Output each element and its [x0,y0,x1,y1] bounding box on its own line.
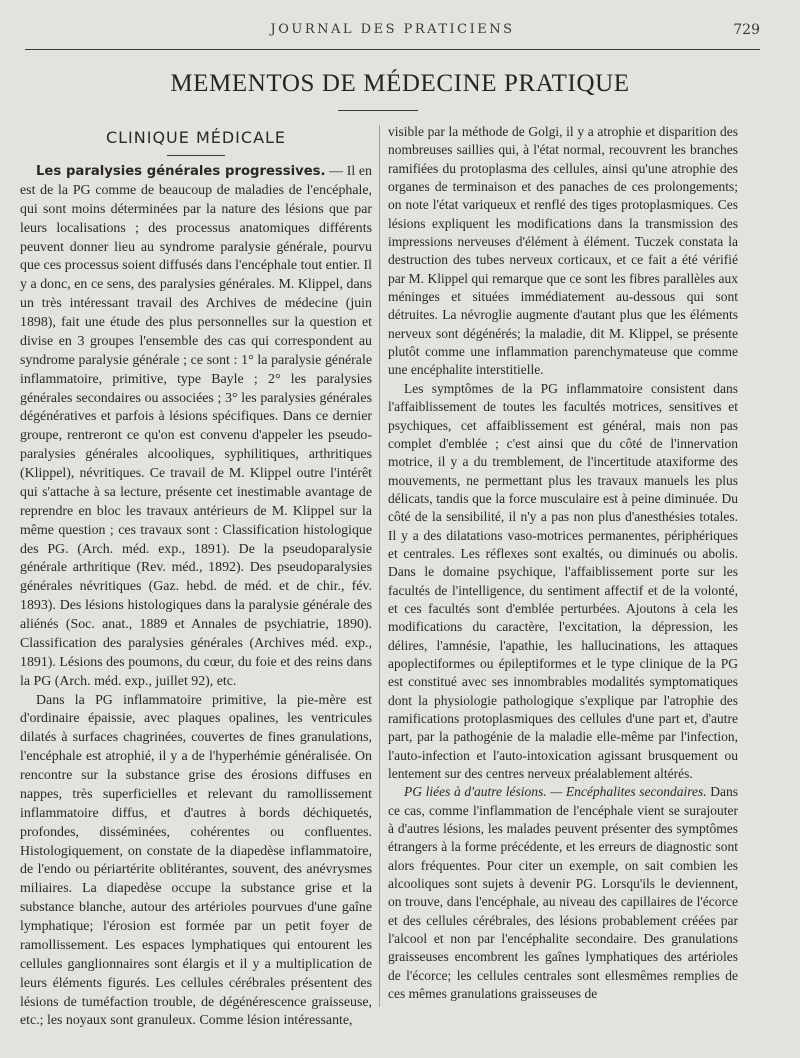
paragraph [20,163,372,692]
section-title: CLINIQUE MÉDICALE [105,128,287,147]
subheading: PG liées à d'autre lésions. — Encéphalites secondaires. [404,784,707,800]
main-title: MEMENTOS DE MÉDECINE PRATIQUE [170,70,630,97]
paragraph [388,783,738,1003]
right-column [388,123,738,1004]
journal-title: JOURNAL DES PRATICIENS [270,22,515,37]
page-number: 729 [733,22,760,38]
title-rule [338,110,418,111]
paragraph: Dans la PG inflammatoire primitive, la pie-mère est d'ordinaire épaissie, avec plaques opalines, les ventricules dilatés à surfaces chagrinées, couvertes de fines granulations, l'encéphale est atrophié, il y a de l'hyperhémie généralisée. On rencontre sur la substance grise des érosions diffuses en nappes, très superficielles et relevant du ramollissement inflammatoire diffus, et d'autres à bords déchiquetés, profondes, disséminées, cohérentes ou confluentes. Histologiquement, on constate de la diapedèse inflammatoire, de l'endo ou périartérite oblitérantes, souvent, des anévrysmes miliaires. La diapedèse occupe la substance grise et la substance blanche, autour des artérioles pourvues d'une gaîne lymphatique; l'érosion est formée par un petit foyer de ramollissement. Les espaces lymphatiques qui entourent les cellules ganglionnaires sont élargis et il y a multiplication de leurs éléments figurés. Les cellules cérébrales présentent des lésions de tuméfaction trouble, de dégénérescence graisseuse, etc.; les noyaux sont granuleux. Comme lésion intéressante, [20,692,372,1029]
paragraph: Les symptômes de la PG inflammatoire consistent dans l'affaiblissement de toutes les facultés motrices, sensitives et psychiques, cet affaiblissement est général, mais non pas complet d'emblée ; c'est ainsi que du côté de l'innervation motrice, il y a du tremblement, de l'incertitude ataxiforme des mouvements, ne permettant plus les travaux manuels les plus délicats, tandis que la force musculaire est à peine diminuée. Du côté de la sensibilité, il n'y a pas non plus d'anesthésies totales. Il y a des dilatations vaso-motrices permanentes, périphériques et centrales. Les réflexes sont exaltés, ou diminués ou abolis. Dans le domaine psychique, l'affaiblissement porte sur les facultés de l'intelligence, du sentiment affectif et de la volonté, et ces facultés sont d'emblée perturbées. Ajoutons à cela les modifications du caractère, l'excitation, la dépression, les délires, l'amnésie, l'apathie, les hallucinations, les attaques apoplectiformes ou épileptiformes et le type clinique de la PG est constitué avec ses innombrables modalités symptomatiques dont la physiologie pathologique s'explique par l'atrophie des ramifications protoplasmiques des cellules d'une part et, d'autre part, par la pathogénie de la maladie elle-même par l'infection, l'auto-infection et l'auto-intoxication agissant brusquement ou lentement sur des centres nerveux préalablement altérés. [388,380,738,782]
lead-heading: Les paralysies générales progressives. [36,164,326,179]
paragraph-text: Dans ce cas, comme l'inflammation de l'encéphale vient se surajouter à d'autres lésions, les malades peuvent présenter des symptômes étrangers à la forme précédente, et les erreurs de diagnostic sont alors fréquentes. Pour citer un exemple, on sait combien les alcooliques sont sujets à devenir PG. Lorsqu'ils le deviennent, on trouve, dans l'encéphale, au niveau des capillaires de l'écorce et des cellules cérébrales, des lésions probablement créées par l'alcool et non par l'encéphalite secondaire. Des granulations graisseuses encombrent les gaînes lymphatiques des artérioles de l'écorce; les cellules centrales sont ellesmêmes remplies de ces mêmes granulations graisseuses de [388,784,738,1002]
running-head [25,22,760,42]
section-rule [167,155,225,156]
header-rule [25,49,760,50]
paragraph: visible par la méthode de Golgi, il y a atrophie et disparition des nombreuses saillies qui, à l'état normal, recouvrent les branches ramifiées du protoplasma des cellules, ainsi qu'une atrophie des organes de terminaison et des panaches de ces prolongements; on note l'état variqueux et renflé des tiges protoplasmiques. Ces lésions expliquent les modifications dans la transmission des impressions nerveuses d'élément à élément. Tuczek constata la destruction des tubes nerveux corticaux, et ce fait a été vérifié par M. Klippel qui remarque que ce sont les fibres parallèles aux méninges et situées immédiatement au-dessous qui sont détruites. La névroglie augmente d'autant plus que les éléments nerveux sont dégénérés; la maladie, dit M. Klippel, se présente plutôt comme une inflammation parenchymateuse que comme une encéphalite interstitielle. [388,124,738,378]
paragraph-text: — Il en est de la PG comme de beaucoup de maladies de l'encéphale, qui sont moins déterminées par la nature des lésions que par leurs localisations ; des processus anatomiques différents peuvent donner lieu au syndrome paralysie générale, pourvu que ces processus soient diffusés dans l'encéphale tout entier. Il y a donc, en ce sens, des paralysies générales. M. Klippel, dans un très intéressant travail des Archives de médecine (juin 1898), fait une étude des plus personnelles sur la question et divise en 3 groupes l'ensemble des cas qui correspondent au syndrome paralysie générale ; ce sont : 1° la paralysie générale inflammatoire, primitive, type Bayle ; 2° les paralysies générales secondaires ou associées ; 3° les paralysies générales dégénératives et parfois à lésions spécifiques. Dans ce dernier groupe, rentreront ce qu'on est convenu d'appeler les pseudo-paralysies générales alcooliques, syphilitiques, arthritiques (Klippel), névritiques. Ce travail de M. Klippel outre l'intérêt qui s'attache à sa lecture, présente cet inestimable avantage de reprendre en bloc les travaux antérieurs de M. Klippel sur la même question ; ces travaux sont : Classification histologique des PG. (Arch. méd. exp., 1891). De la pseudoparalysie générale arthritique (Rev. méd., 1892). Des pseudoparalysies générales névritiques (Gaz. hebd. de méd. et de chir., fév. 1893). Des lésions histologiques dans la paralysie générale des aliénés (Soc. anat., 1889 et Annales de psychiatrie, 1890). Classification des paralysies générales (Archives méd. exp., 1891). Lésions des poumons, du cœur, du foie et des reins dans la PG (Arch. méd. exp., juillet 92), etc. [20,164,372,689]
left-column [20,125,372,1031]
column-divider [379,125,380,1007]
